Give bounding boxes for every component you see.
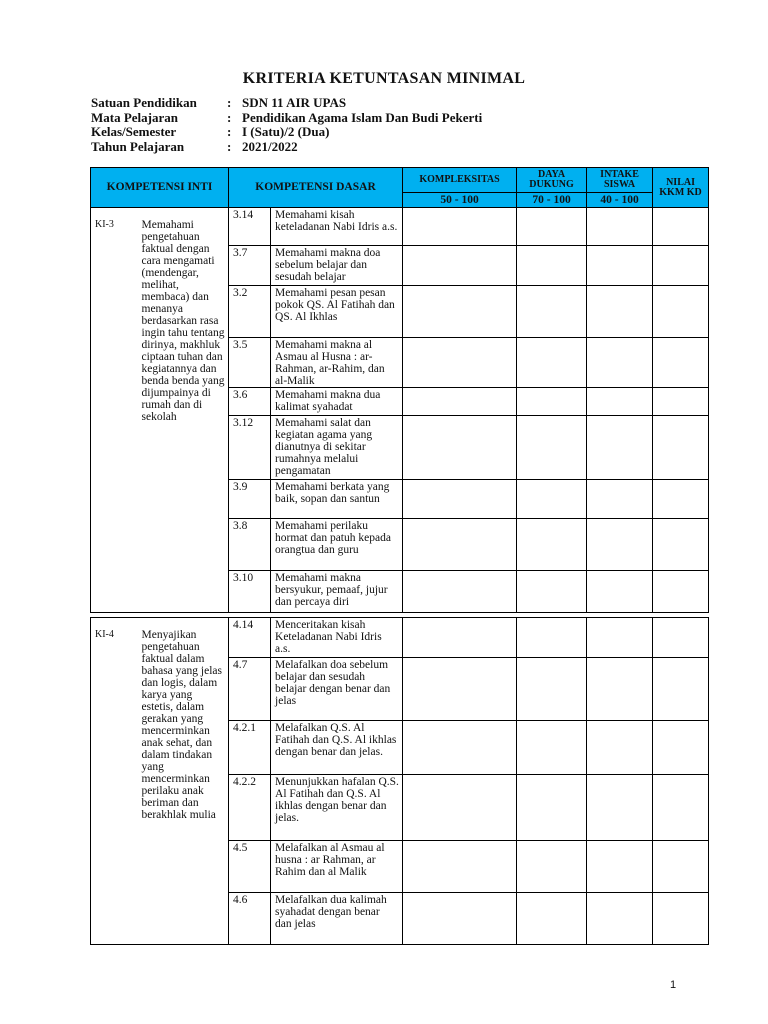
daya-dukung-cell (517, 841, 587, 893)
document-meta (91, 96, 482, 154)
intake-cell (587, 388, 653, 416)
kd-text: Melafalkan doa sebelum belajar dan sesudah belajar dengan benar dan jelas (271, 658, 403, 721)
kd-text: Melafalkan dua kalimah syahadat dengan benar dan jelas (271, 893, 403, 945)
meta-row-kelas-semester (91, 125, 482, 140)
kd-number: 3.9 (229, 480, 271, 519)
daya-dukung-cell (517, 388, 587, 416)
header-kompetensi-inti: KOMPETENSI INTI (91, 168, 229, 208)
kd-text: Melafalkan al Asmau al husna : ar Rahman, ar Rahim dan al Malik (271, 841, 403, 893)
kd-text: Memahami kisah keteladanan Nabi Idris a.s. (271, 208, 403, 246)
ki-code: KI-4 (91, 618, 139, 945)
daya-dukung-cell (517, 519, 587, 571)
nilai-kkm-cell (653, 286, 709, 338)
nilai-kkm-cell (653, 893, 709, 945)
daya-dukung-cell (517, 480, 587, 519)
meta-label: Satuan Pendidikan (91, 95, 197, 110)
kompleksitas-cell (403, 571, 517, 613)
kompleksitas-cell (403, 893, 517, 945)
nilai-kkm-cell (653, 338, 709, 388)
meta-value: Pendidikan Agama Islam Dan Budi Pekerti (242, 109, 483, 125)
nilai-kkm-cell (653, 775, 709, 841)
meta-label: Tahun Pelajaran (91, 138, 185, 154)
kd-text: Memahami makna doa sebelum belajar dan sesudah belajar (271, 246, 403, 286)
meta-colon: : (227, 109, 232, 125)
meta-value: I (Satu)/2 (Dua) (242, 124, 330, 139)
kd-number: 3.12 (229, 416, 271, 480)
daya-dukung-cell (517, 416, 587, 480)
nilai-kkm-cell (653, 519, 709, 571)
intake-cell (587, 338, 653, 388)
intake-cell (587, 571, 653, 613)
range-kompleksitas: 50 - 100 (403, 193, 517, 208)
nilai-kkm-cell (653, 416, 709, 480)
daya-dukung-cell (517, 775, 587, 841)
kd-number: 3.10 (229, 571, 271, 613)
nilai-kkm-cell (653, 721, 709, 775)
daya-dukung-cell (517, 286, 587, 338)
kompleksitas-cell (403, 841, 517, 893)
kd-number: 4.5 (229, 841, 271, 893)
kd-number: 3.5 (229, 338, 271, 388)
kompleksitas-cell (403, 721, 517, 775)
kd-text: Memahami makna dua kalimat syahadat (271, 388, 403, 416)
intake-cell (587, 480, 653, 519)
table-row (91, 618, 709, 658)
range-intake-siswa: 40 - 100 (587, 193, 653, 208)
nilai-kkm-cell (653, 246, 709, 286)
kd-text: Memahami salat dan kegiatan agama yang dianutnya di sekitar rumahnya melalui pengamatan (271, 416, 403, 480)
daya-dukung-cell (517, 246, 587, 286)
intake-cell (587, 775, 653, 841)
meta-row-satuan-pendidikan (91, 96, 482, 111)
kkm-table (90, 167, 709, 945)
intake-cell (587, 246, 653, 286)
nilai-kkm-cell (653, 841, 709, 893)
meta-value: SDN 11 AIR UPAS (242, 95, 347, 110)
kd-number: 4.7 (229, 658, 271, 721)
header-intake-siswa: INTAKE SISWA (587, 168, 653, 193)
daya-dukung-cell (517, 618, 587, 658)
kd-number: 4.6 (229, 893, 271, 945)
daya-dukung-cell (517, 208, 587, 246)
kompleksitas-cell (403, 618, 517, 658)
nilai-kkm-cell (653, 618, 709, 658)
meta-colon: : (227, 124, 232, 139)
range-daya-dukung: 70 - 100 (517, 193, 587, 208)
nilai-kkm-cell (653, 480, 709, 519)
kompleksitas-cell (403, 246, 517, 286)
meta-colon: : (227, 95, 232, 110)
kompleksitas-cell (403, 338, 517, 388)
kompleksitas-cell (403, 208, 517, 246)
daya-dukung-cell (517, 721, 587, 775)
kd-text: Memahami berkata yang baik, sopan dan santun (271, 480, 403, 519)
kd-number: 3.14 (229, 208, 271, 246)
table-row (91, 208, 709, 246)
intake-cell (587, 519, 653, 571)
meta-colon: : (227, 138, 232, 154)
intake-cell (587, 618, 653, 658)
header-daya-dukung: DAYA DUKUNG (517, 168, 587, 193)
kd-number: 3.8 (229, 519, 271, 571)
kd-number: 3.7 (229, 246, 271, 286)
kd-text: Melafalkan Q.S. Al Fatihah dan Q.S. Al ikhlas dengan benar dan jelas. (271, 721, 403, 775)
intake-cell (587, 658, 653, 721)
kd-text: Memahami perilaku hormat dan patuh kepada orangtua dan guru (271, 519, 403, 571)
kd-text: Memahami pesan pesan pokok QS. Al Fatihah dan QS. Al Ikhlas (271, 286, 403, 338)
ki-description: Menyajikan pengetahuan faktual dalam bahasa yang jelas dan logis, dalam karya yang estetis, dalam gerakan yang mencerminkan anak sehat, dan dalam tindakan yang mencerminkan perilaku anak beriman dan berakhlak mulia (139, 618, 229, 945)
kd-text: Memahami makna al Asmau al Husna : ar-Rahman, ar-Rahim, dan al-Malik (271, 338, 403, 388)
meta-row-tahun-pelajaran (91, 140, 482, 155)
document-title: KRITERIA KETUNTASAN MINIMAL (242, 70, 526, 87)
header-kompetensi-dasar: KOMPETENSI DASAR (229, 168, 403, 208)
kd-number: 4.2.1 (229, 721, 271, 775)
page-number: 1 (670, 979, 677, 991)
kd-text: Menceritakan kisah Keteladanan Nabi Idris a.s. (271, 618, 403, 658)
kompleksitas-cell (403, 416, 517, 480)
intake-cell (587, 286, 653, 338)
kompleksitas-cell (403, 286, 517, 338)
kompleksitas-cell (403, 480, 517, 519)
intake-cell (587, 208, 653, 246)
kd-number: 3.2 (229, 286, 271, 338)
kompleksitas-cell (403, 388, 517, 416)
kompleksitas-cell (403, 658, 517, 721)
nilai-kkm-cell (653, 208, 709, 246)
kd-number: 4.2.2 (229, 775, 271, 841)
intake-cell (587, 841, 653, 893)
meta-value: 2021/2022 (242, 138, 298, 154)
daya-dukung-cell (517, 658, 587, 721)
meta-label: Kelas/Semester (91, 124, 177, 139)
intake-cell (587, 721, 653, 775)
nilai-kkm-cell (653, 571, 709, 613)
header-nilai-kkm: NILAI KKM KD (653, 168, 709, 208)
daya-dukung-cell (517, 571, 587, 613)
nilai-kkm-cell (653, 388, 709, 416)
kompleksitas-cell (403, 519, 517, 571)
daya-dukung-cell (517, 893, 587, 945)
intake-cell (587, 416, 653, 480)
intake-cell (587, 893, 653, 945)
kd-number: 4.14 (229, 618, 271, 658)
daya-dukung-cell (517, 338, 587, 388)
ki-description: Memahami pengetahuan faktual dengan cara mengamati (mendengar, melihat, membaca) dan menanya berdasarkan rasa ingin tahu tentang dirinya, makhluk ciptaan tuhan dan kegiatannya dan benda benda yang dijumpainya di rumah dan di sekolah (139, 208, 229, 613)
nilai-kkm-cell (653, 658, 709, 721)
header-kompleksitas: KOMPLEKSITAS (403, 168, 517, 193)
meta-label: Mata Pelajaran (91, 109, 179, 125)
meta-row-mata-pelajaran (91, 111, 482, 126)
kd-text: Menunjukkan hafalan Q.S. Al Fatihah dan Q.S. Al ikhlas dengan benar dan jelas. (271, 775, 403, 841)
ki-code: KI-3 (91, 208, 139, 613)
kompleksitas-cell (403, 775, 517, 841)
kd-number: 3.6 (229, 388, 271, 416)
kd-text: Memahami makna bersyukur, pemaaf, jujur dan percaya diri (271, 571, 403, 613)
